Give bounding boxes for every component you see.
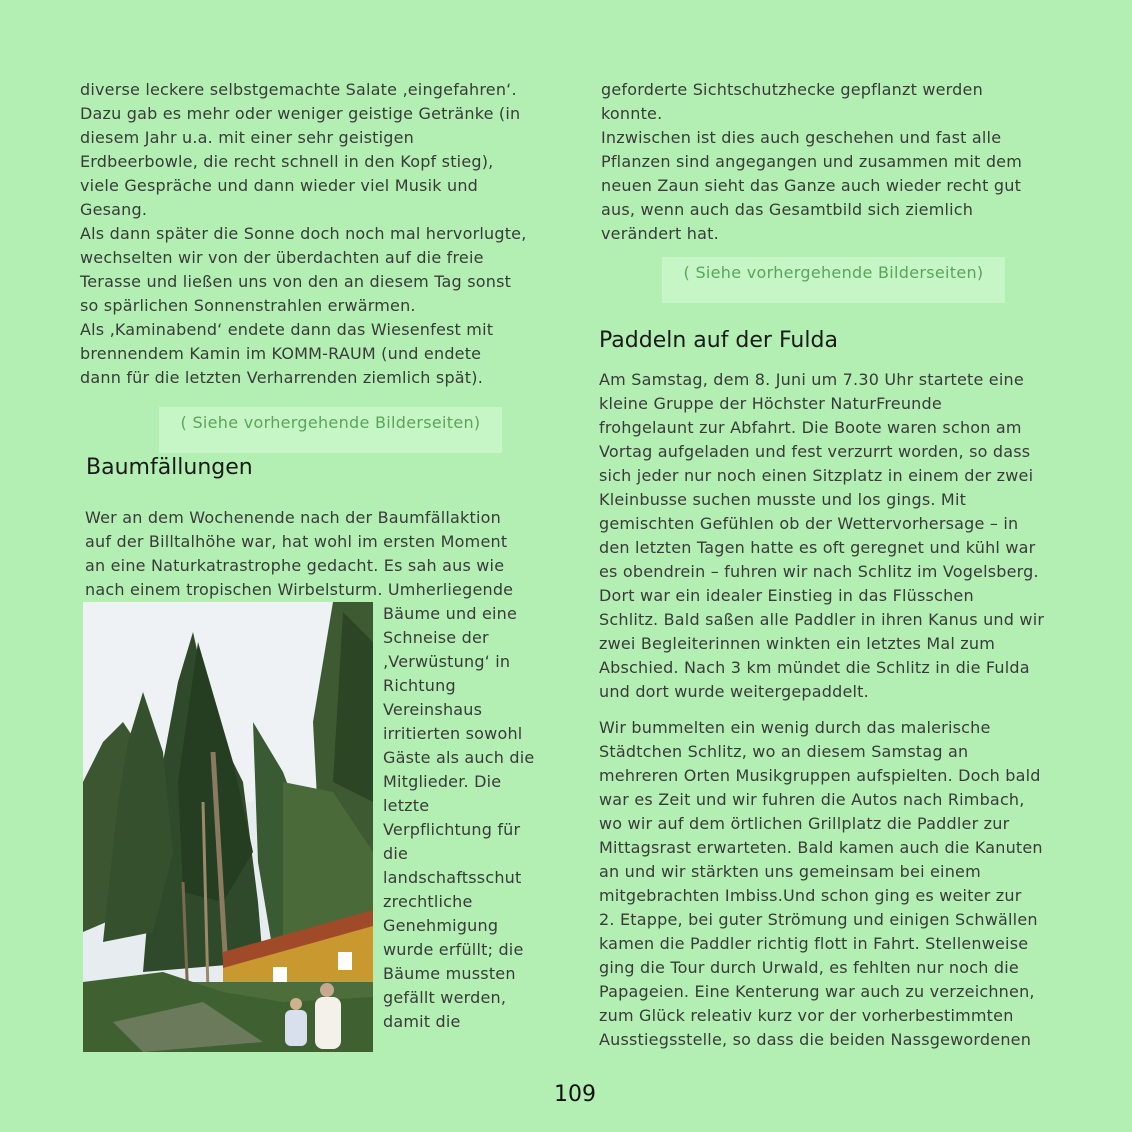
text-line: Schneise der — [383, 628, 489, 647]
text-line: Bäume mussten — [383, 964, 516, 983]
right-column-continued-text — [601, 78, 1041, 246]
section-heading-paddeln: Paddeln auf der Fulda — [599, 328, 838, 353]
text-line: Als ‚Kaminabend‘ endete dann das Wiesenfest mit — [80, 320, 494, 339]
text-line: neuen Zaun sieht das Ganze auch wieder recht gut — [601, 176, 1022, 195]
text-line: zwei Begleiterinnen winkten ein letztes Mal zum — [599, 634, 996, 653]
text-line: dann für die letzten Verharrenden ziemlich spät). — [80, 368, 484, 387]
text-line: zrechtliche — [383, 892, 473, 911]
text-line: 2. Etappe, bei guter Strömung und einigen Schwällen — [599, 910, 1038, 929]
page-number: 109 — [554, 1082, 596, 1107]
text-line: ‚Verwüstung‘ in — [383, 652, 511, 671]
text-line: Schlitz. Bald saßen alle Paddler in ihren Kanus und wir — [599, 610, 1045, 629]
text-line: letzte — [383, 796, 430, 815]
text-line: konnte. — [601, 104, 663, 123]
text-line: viele Gespräche und dann wieder viel Musik und — [80, 176, 479, 195]
see-previous-pictures-note-right: ( Siehe vorhergehende Bilderseiten) — [662, 257, 1005, 303]
text-line: Inzwischen ist dies auch geschehen und fast alle — [601, 128, 1002, 147]
text-line: brennendem Kamin im KOMM-RAUM (und endete — [80, 344, 482, 363]
text-line: Städtchen Schlitz, wo an diesem Samstag an — [599, 742, 969, 761]
text-line: Pflanzen sind angegangen und zusammen mit dem — [601, 152, 1022, 171]
text-line: Papageien. Eine Kenterung war auch zu verzeichnen, — [599, 982, 1035, 1001]
text-line: nach einem tropischen Wirbelsturm. Umherliegende — [85, 580, 514, 599]
text-line: geforderte Sichtschutzhecke gepflanzt werden — [601, 80, 983, 99]
text-line: Vereinshaus — [383, 700, 483, 719]
text-line: Ausstiegsstelle, so dass die beiden Nassgewordenen — [599, 1030, 1032, 1049]
text-line: wurde erfüllt; die — [383, 940, 524, 959]
text-line: Genehmigung — [383, 916, 499, 935]
text-line: war es Zeit und wir fuhren die Autos nach Rimbach, — [599, 790, 1025, 809]
text-line: Wir bummelten ein wenig durch das malerische — [599, 718, 991, 737]
text-line: diverse leckere selbstgemachte Salate ‚eingefahren‘. — [80, 80, 517, 99]
baumfaellungen-side-text — [383, 602, 543, 1034]
text-line: so spärlichen Sonnenstrahlen erwärmen. — [80, 296, 416, 315]
text-line: die — [383, 844, 409, 863]
text-line: Mittagsrast erwarteten. Bald kamen auch die Kanuten — [599, 838, 1043, 857]
text-line: Verpflichtung für — [383, 820, 521, 839]
text-line: Am Samstag, dem 8. Juni um 7.30 Uhr startete eine — [599, 370, 1024, 389]
text-line: zum Glück releativ kurz vor der vorherbestimmten — [599, 1006, 1014, 1025]
tree-felling-photo — [83, 602, 373, 1052]
text-line: Dort war ein idealer Einstieg in das Flüsschen — [599, 586, 974, 605]
text-line: gefällt werden, — [383, 988, 507, 1007]
text-line: Kleinbusse suchen musste und los gings. Mit — [599, 490, 967, 509]
text-line: und dort wurde weitergepaddelt. — [599, 682, 869, 701]
text-line: Wer an dem Wochenende nach der Baumfällaktion — [85, 508, 501, 527]
text-line: kamen die Paddler richtig flott in Fahrt. Stellenweise — [599, 934, 1029, 953]
text-line: Mitglieder. Die — [383, 772, 502, 791]
text-line: Gesang. — [80, 200, 148, 219]
text-line: Vortag aufgeladen und fest verzurrt worden, so dass — [599, 442, 1031, 461]
text-line: auf der Billtalhöhe war, hat wohl im ersten Moment — [85, 532, 508, 551]
section-heading-baumfaellungen: Baumfällungen — [86, 455, 253, 480]
text-line: Erdbeerbowle, die recht schnell in den Kopf stieg), — [80, 152, 494, 171]
text-line: Dazu gab es mehr oder weniger geistige Getränke (in — [80, 104, 521, 123]
text-line: verändert hat. — [601, 224, 719, 243]
text-line: frohgelaunt zur Abfahrt. Die Boote waren schon am — [599, 418, 1022, 437]
text-line: Terasse und ließen uns von den an diesem Tag sonst — [80, 272, 512, 291]
text-line: Als dann später die Sonne doch noch mal hervorlugte, — [80, 224, 527, 243]
text-line: wo wir auf dem örtlichen Grillplatz die Paddler zur — [599, 814, 1010, 833]
baumfaellungen-text — [85, 506, 545, 602]
text-line: wechselten wir von der überdachten auf die freie — [80, 248, 484, 267]
paddeln-paragraph-2 — [599, 716, 1051, 1052]
text-line: an und wir stärkten uns gemeinsam bei einem — [599, 862, 981, 881]
text-line: mehreren Orten Musikgruppen aufspielten. Doch bald — [599, 766, 1041, 785]
see-previous-pictures-note: ( Siehe vorhergehende Bilderseiten) — [159, 407, 502, 453]
left-column-intro-text — [80, 78, 540, 390]
text-line: damit die — [383, 1012, 461, 1031]
text-line: irritierten sowohl — [383, 724, 523, 743]
text-line: den letzten Tagen hatte es oft geregnet und kühl war — [599, 538, 1036, 557]
text-line: aus, wenn auch das Gesamtbild sich ziemlich — [601, 200, 974, 219]
text-line: ging die Tour durch Urwald, es fehlten nur noch die — [599, 958, 1019, 977]
text-line: Gäste als auch die — [383, 748, 535, 767]
text-line: Bäume und eine — [383, 604, 518, 623]
text-line: Abschied. Nach 3 km mündet die Schlitz in die Fulda — [599, 658, 1030, 677]
text-line: kleine Gruppe der Höchster NaturFreunde — [599, 394, 942, 413]
paddeln-paragraph-1 — [599, 368, 1051, 704]
text-line: diesem Jahr u.a. mit einer sehr geistigen — [80, 128, 414, 147]
text-line: es obendrein – fuhren wir nach Schlitz im Vogelsberg. — [599, 562, 1039, 581]
text-line: sich jeder nur noch einen Sitzplatz in einem der zwei — [599, 466, 1034, 485]
text-line: an eine Naturkatrastrophe gedacht. Es sah aus wie — [85, 556, 505, 575]
text-line: mitgebrachten Imbiss.Und schon ging es weiter zur — [599, 886, 1022, 905]
text-line: Richtung — [383, 676, 456, 695]
text-line: gemischten Gefühlen ob der Wettervorhersage – in — [599, 514, 1019, 533]
text-line: landschaftsschut — [383, 868, 522, 887]
